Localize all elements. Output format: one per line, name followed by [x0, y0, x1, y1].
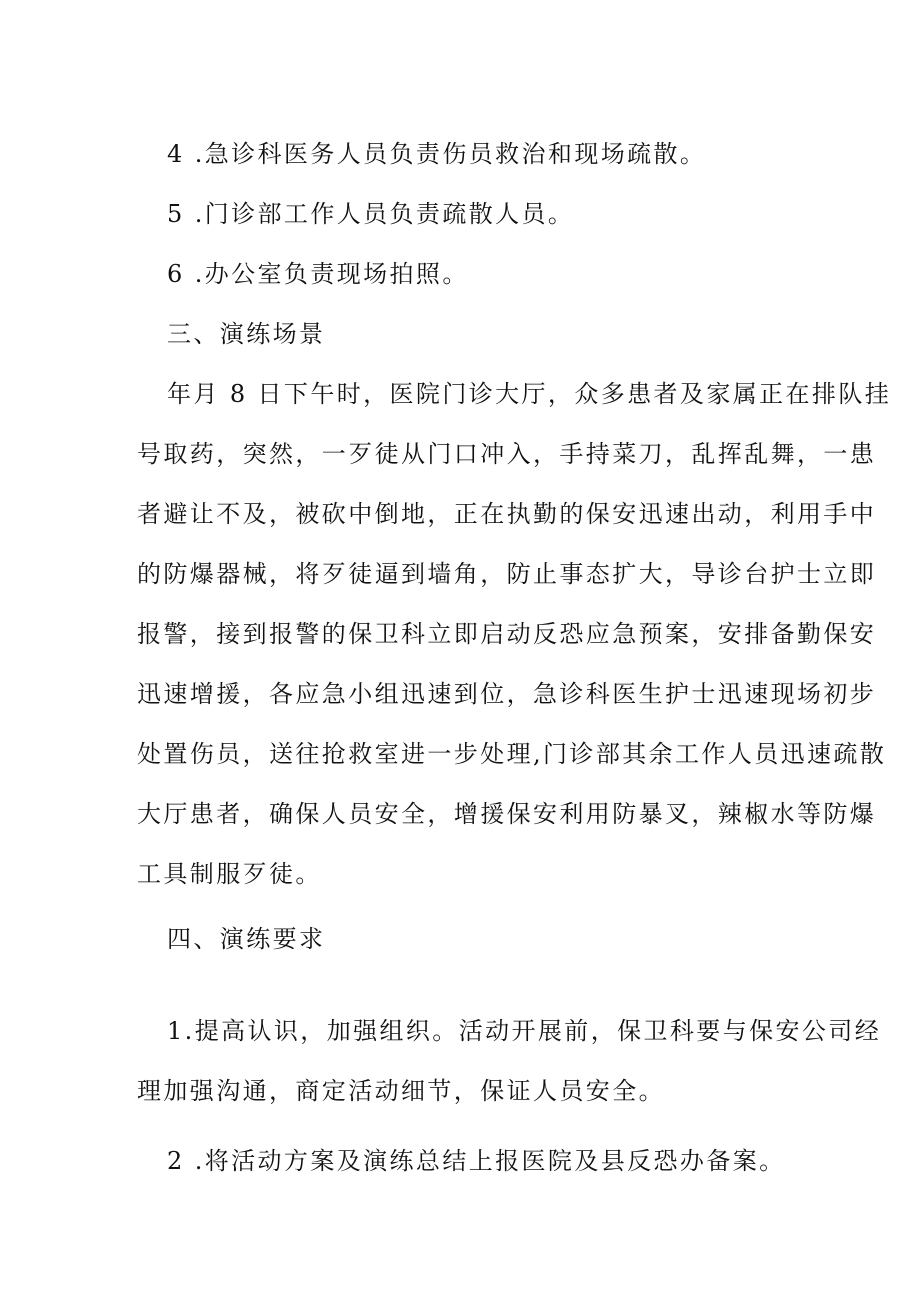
scenario-line-2: 号取药，突然，一歹徒从门口冲入，手持菜刀，乱挥乱舞，一患 — [137, 440, 877, 468]
requirement-2: 2 .将活动方案及演练总结上报医院及县反恐办备案。 — [167, 1147, 786, 1175]
list-item-5: 5 .门诊部工作人员负责疏散人员。 — [167, 200, 575, 228]
scenario-line-3: 者避让不及，被砍中倒地，正在执勤的保安迅速出动，利用手中 — [137, 500, 877, 528]
scenario-line-5: 报警，接到报警的保卫科立即启动反恐应急预案，安排备勤保安 — [137, 620, 877, 648]
scenario-line-7: 处置伤员，送往抢救室进一步处理,门诊部其余工作人员迅速疏散 — [137, 740, 887, 768]
scenario-line-4: 的防爆器械，将歹徒逼到墙角，防止事态扩大，导诊台护士立即 — [137, 560, 877, 588]
scenario-line-6: 迅速增援，各应急小组迅速到位，急诊科医生护士迅速现场初步 — [137, 680, 877, 708]
scenario-line-9: 工具制服歹徒。 — [137, 860, 322, 888]
scenario-line-1: 年月 8 日下午时，医院门诊大厅，众多患者及家属正在排队挂 — [167, 380, 892, 408]
section-heading-scenario: 三、演练场景 — [167, 320, 326, 348]
section-heading-requirements: 四、演练要求 — [167, 925, 326, 953]
list-item-4: 4 .急诊科医务人员负责伤员救治和现场疏散。 — [167, 140, 707, 168]
requirement-1-line-2: 理加强沟通，商定活动细节，保证人员安全。 — [137, 1077, 665, 1105]
scenario-line-8: 大厅患者，确保人员安全，增援保安利用防暴叉，辣椒水等防爆 — [137, 800, 877, 828]
list-item-6: 6 .办公室负责现场拍照。 — [167, 260, 469, 288]
requirement-1-line-1: 1.提高认识，加强组织。活动开展前，保卫科要与保安公司经 — [167, 1017, 882, 1045]
